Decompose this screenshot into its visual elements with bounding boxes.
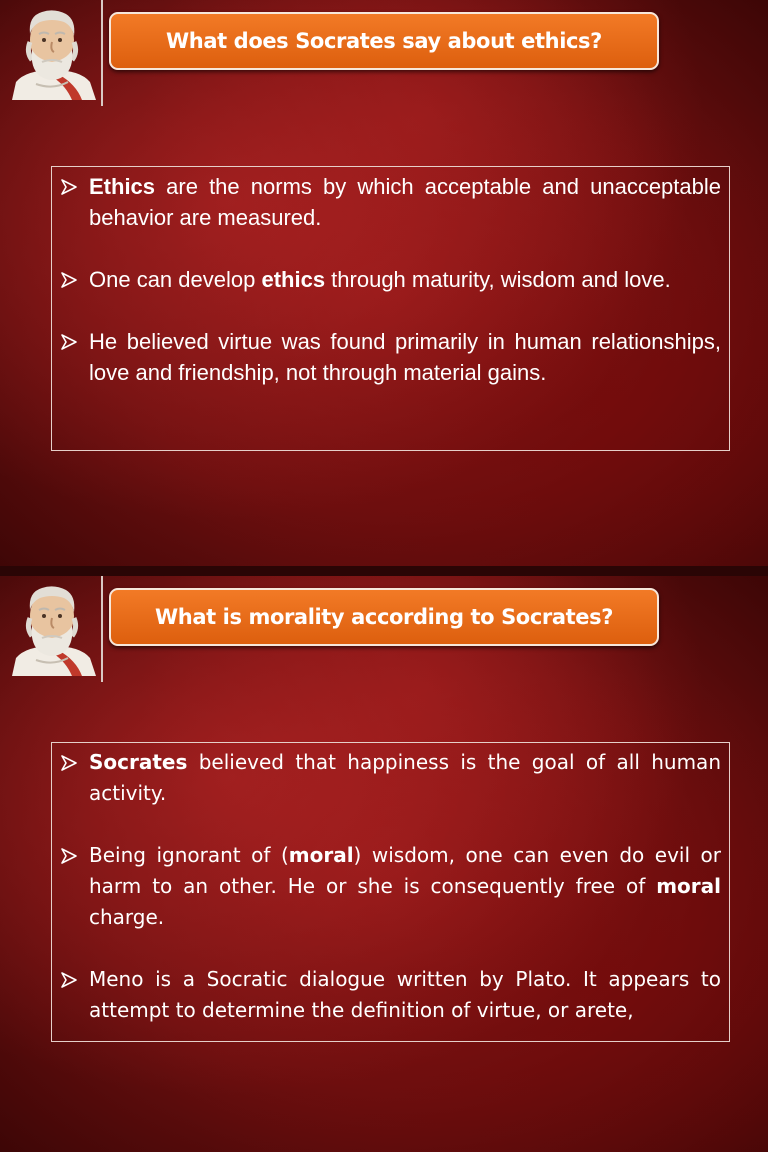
arrowhead-bullet-icon xyxy=(60,964,82,989)
bullet-text: are the norms by which acceptable and unacceptable behavior are measured. xyxy=(89,174,721,230)
header-divider xyxy=(101,0,103,106)
bullet-text: charge. xyxy=(89,905,165,929)
content-box xyxy=(51,166,730,451)
bold-term: ethics xyxy=(261,267,326,292)
bold-term: Socrates xyxy=(89,750,188,774)
bullet-text: Meno is a Socratic dialogue written by Plato. It appears to attempt to determine the definition of virtue, or arete, xyxy=(89,967,721,1022)
socrates-portrait-icon xyxy=(6,580,100,676)
bullet-item xyxy=(60,264,721,295)
bullet-item xyxy=(60,747,721,809)
bullet-item xyxy=(60,840,721,933)
bullet-item xyxy=(60,171,721,233)
header-divider xyxy=(101,576,103,682)
bold-term: Ethics xyxy=(89,174,156,199)
arrowhead-bullet-icon xyxy=(60,840,82,865)
bullet-text: through maturity, wisdom and love. xyxy=(325,267,671,292)
content-box xyxy=(51,742,730,1042)
bullet-item xyxy=(60,326,721,388)
bold-term: moral xyxy=(288,843,354,867)
arrowhead-bullet-icon xyxy=(60,264,82,289)
slide-morality xyxy=(0,576,768,1152)
bullet-text: One can develop xyxy=(89,267,262,292)
arrowhead-bullet-icon xyxy=(60,326,82,351)
arrowhead-bullet-icon xyxy=(60,747,82,772)
bullet-text: ) wisdom, one can even do evil or harm to an other. He or she is consequently free of xyxy=(89,843,721,898)
socrates-portrait-icon xyxy=(6,4,100,100)
bold-term: moral xyxy=(656,874,721,898)
bullet-item xyxy=(60,964,721,1026)
slide-separator xyxy=(0,566,768,576)
bullet-text: believed that happiness is the goal of all human activity. xyxy=(89,750,721,805)
slide-title: What is morality according to Socrates? xyxy=(109,588,659,646)
bullet-text: Being ignorant of ( xyxy=(89,843,289,867)
arrowhead-bullet-icon xyxy=(60,171,82,196)
slide-title: What does Socrates say about ethics? xyxy=(109,12,659,70)
bullet-text: He believed virtue was found primarily in human relationships, love and friendship, not through material gains. xyxy=(89,329,721,385)
